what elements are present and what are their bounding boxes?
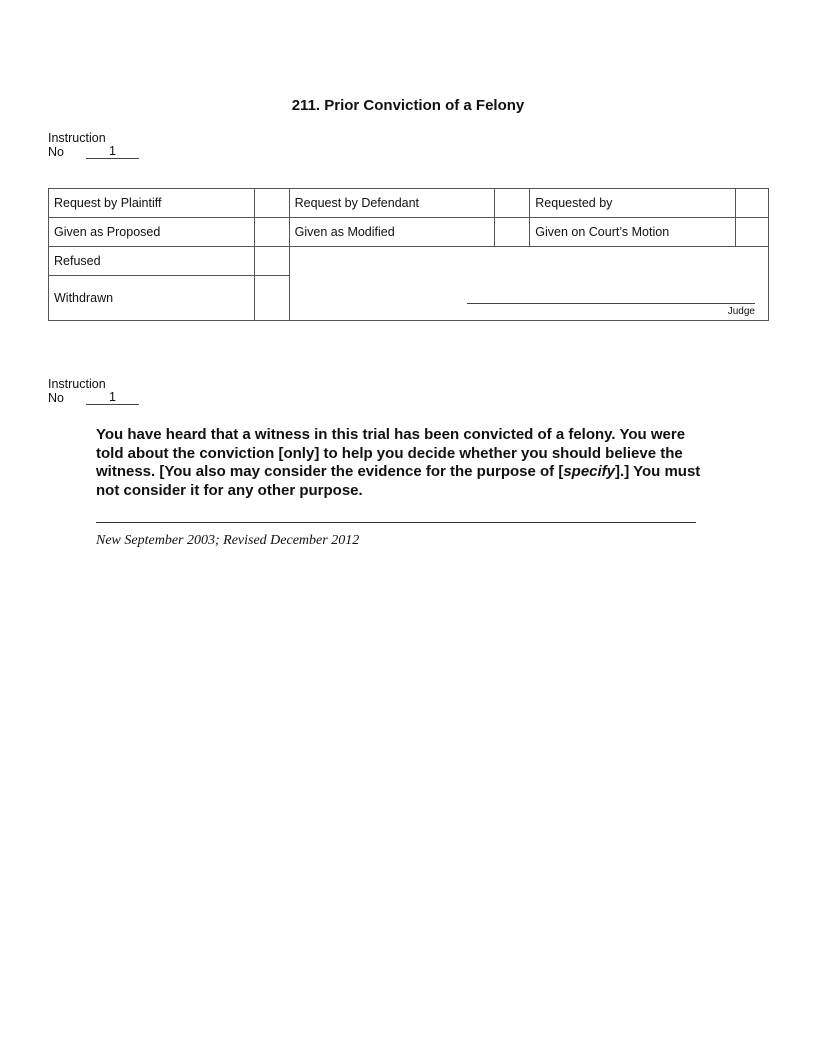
judge-signature-line[interactable] <box>467 303 755 304</box>
instruction-number: 1 <box>86 145 139 159</box>
specify-placeholder: specify <box>563 463 616 480</box>
divider <box>96 522 696 523</box>
given-on-courts-motion-label: Given on Court’s Motion <box>530 218 736 247</box>
requested-by-checkbox[interactable] <box>736 189 769 218</box>
instruction-number-block <box>48 131 139 159</box>
page-title: 211. Prior Conviction of a Felony <box>291 97 525 114</box>
given-on-courts-motion-checkbox[interactable] <box>736 218 769 247</box>
request-by-defendant-label: Request by Defendant <box>289 189 495 218</box>
judge-label: Judge <box>727 306 755 317</box>
instruction-number: 1 <box>86 391 139 405</box>
revision-history: New September 2003; Revised December 2012 <box>96 533 360 548</box>
withdrawn-label: Withdrawn <box>49 276 255 321</box>
given-as-modified-checkbox[interactable] <box>495 218 530 247</box>
instruction-text-part-1: You have heard that a witness in this trial has been convicted of a felony. You were told about the conviction [only] to help you decide whether you should believe the witness. [You also may consider the evidence for the purpose of [ <box>96 426 686 480</box>
requested-by-label: Requested by <box>530 189 736 218</box>
request-by-defendant-checkbox[interactable] <box>495 189 530 218</box>
given-as-modified-label: Given as Modified <box>289 218 495 247</box>
instruction-text-part-2: ].] You must not consider it for any other purpose. <box>96 463 701 499</box>
request-status-table <box>48 188 769 321</box>
instruction-text <box>96 426 706 500</box>
no-label: No <box>48 391 64 405</box>
request-by-plaintiff-label: Request by Plaintiff <box>49 189 255 218</box>
refused-checkbox[interactable] <box>254 247 289 276</box>
instruction-label: Instruction <box>48 131 106 145</box>
no-label: No <box>48 145 64 159</box>
refused-label: Refused <box>49 247 255 276</box>
given-as-proposed-checkbox[interactable] <box>254 218 289 247</box>
instruction-number-block-2 <box>48 377 139 405</box>
withdrawn-checkbox[interactable] <box>254 276 289 321</box>
instruction-label: Instruction <box>48 377 106 391</box>
given-as-proposed-label: Given as Proposed <box>49 218 255 247</box>
request-by-plaintiff-checkbox[interactable] <box>254 189 289 218</box>
judge-signature-area <box>289 247 768 321</box>
